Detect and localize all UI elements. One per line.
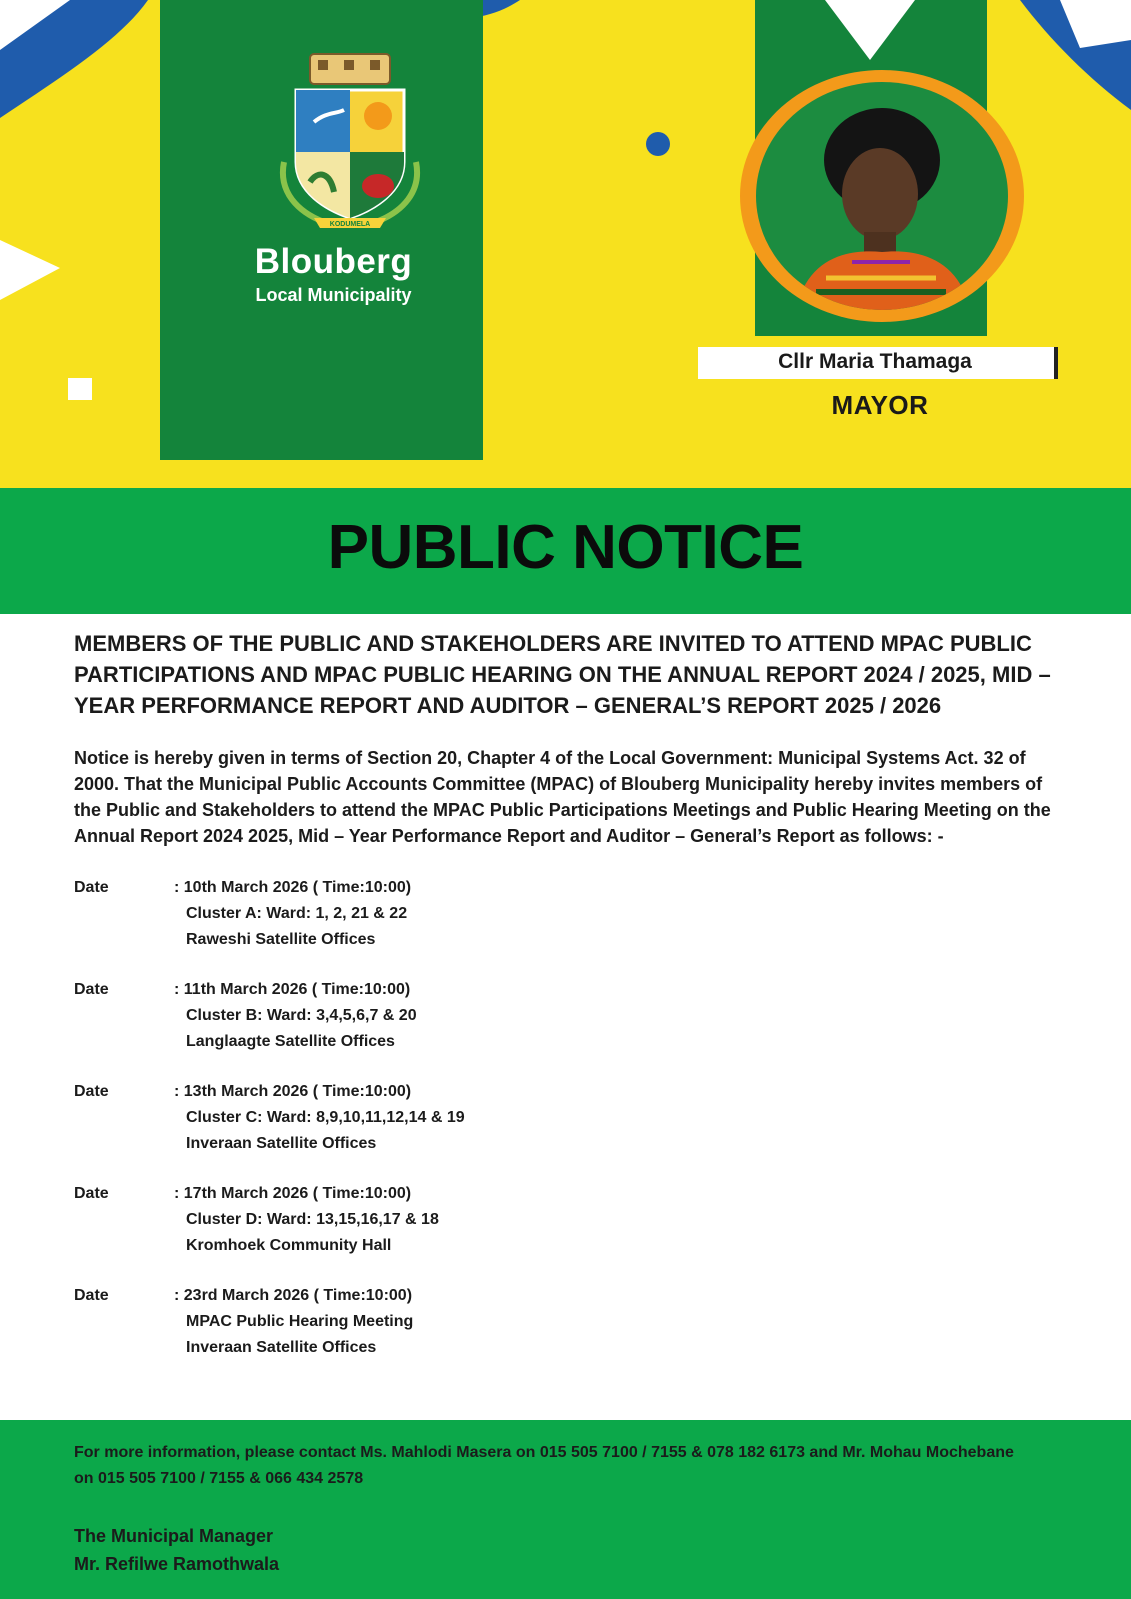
contact-info: For more information, please contact Ms. Mahlodi Masera on 015 505 7100 / 7155 & 078 182 6173 and Mr. Mohau Mochebane on 015 505 7100 / 7155 & 066 434 2578 — [74, 1444, 1014, 1487]
meeting-schedule — [74, 875, 1054, 1361]
entry-detail: Cluster D: Ward: 13,15,16,17 & 18 — [186, 1211, 439, 1228]
svg-text:KODUMELA: KODUMELA — [329, 221, 371, 228]
brand-subtitle: Local Municipality — [255, 285, 412, 305]
sign-name: Mr. Refilwe Ramothwala — [74, 1554, 280, 1574]
entry-venue: Langlaagte Satellite Offices — [186, 1033, 395, 1050]
entry-date: : 10th March 2026 ( Time:10:00) — [174, 879, 412, 896]
signature-block — [74, 1522, 279, 1578]
entry-venue: Raweshi Satellite Offices — [186, 931, 376, 948]
mayor-title: MAYOR — [831, 390, 929, 420]
mayor-photo — [756, 82, 1008, 310]
mayor-portrait-icon — [756, 82, 1008, 310]
entry-venue: Inveraan Satellite Offices — [186, 1339, 377, 1356]
municipal-crest-icon — [274, 52, 426, 230]
entry-label: Date — [74, 879, 109, 896]
entry-label: Date — [74, 1185, 109, 1202]
sign-title: The Municipal Manager — [74, 1526, 274, 1546]
schedule-entry — [74, 875, 1054, 953]
footer — [0, 1420, 1131, 1599]
public-notice-banner — [0, 488, 1131, 614]
entry-label: Date — [74, 981, 109, 998]
schedule-entry — [74, 1181, 1054, 1259]
brand-name: Blouberg — [254, 242, 413, 281]
entry-detail: Cluster C: Ward: 8,9,10,11,12,14 & 19 — [186, 1109, 465, 1126]
entry-date: : 17th March 2026 ( Time:10:00) — [174, 1185, 412, 1202]
notice-content — [74, 624, 1054, 1385]
entry-detail: Cluster A: Ward: 1, 2, 21 & 22 — [186, 905, 408, 922]
schedule-entry — [74, 977, 1054, 1055]
entry-venue: Inveraan Satellite Offices — [186, 1135, 377, 1152]
entry-date: : 11th March 2026 ( Time:10:00) — [174, 981, 411, 998]
entry-label: Date — [74, 1287, 109, 1304]
schedule-entry — [74, 1283, 1054, 1361]
entry-label: Date — [74, 1083, 109, 1100]
notice-paragraph: Notice is hereby given in terms of Section 20, Chapter 4 of the Local Government: Municipal Systems Act. 32 of 2000. That the Municipal Public Accounts Committee (MPAC) of Blouberg Municipality hereby invites members of the Public and Stakeholders to attend the MPAC Public Participations Meetings and Public Hearing Meeting on the Annual Report 2024 2025, Mid – Year Performance Report and Auditor – General’s Report as follows: - — [74, 748, 1051, 846]
entry-detail: Cluster B: Ward: 3,4,5,6,7 & 20 — [186, 1007, 417, 1024]
logo-panel — [160, 0, 483, 460]
entry-date: : 13th March 2026 ( Time:10:00) — [174, 1083, 412, 1100]
banner-title: PUBLIC NOTICE — [327, 513, 804, 582]
entry-date: : 23rd March 2026 ( Time:10:00) — [174, 1287, 413, 1304]
notice-headline: MEMBERS OF THE PUBLIC AND STAKEHOLDERS ARE INVITED TO ATTEND MPAC PUBLIC PARTICIPATIONS AND MPAC PUBLIC HEARING ON THE ANNUAL REPORT 2024 / 2025, MID – YEAR PERFORMANCE REPORT AND AUDITOR – GENERAL’S REPORT 2025 / 2026 — [74, 631, 1051, 718]
entry-detail: MPAC Public Hearing Meeting — [186, 1313, 414, 1330]
entry-venue: Kromhoek Community Hall — [186, 1237, 392, 1254]
schedule-entry — [74, 1079, 1054, 1157]
mayor-name: Cllr Maria Thamaga — [778, 350, 972, 373]
header — [0, 0, 1131, 488]
